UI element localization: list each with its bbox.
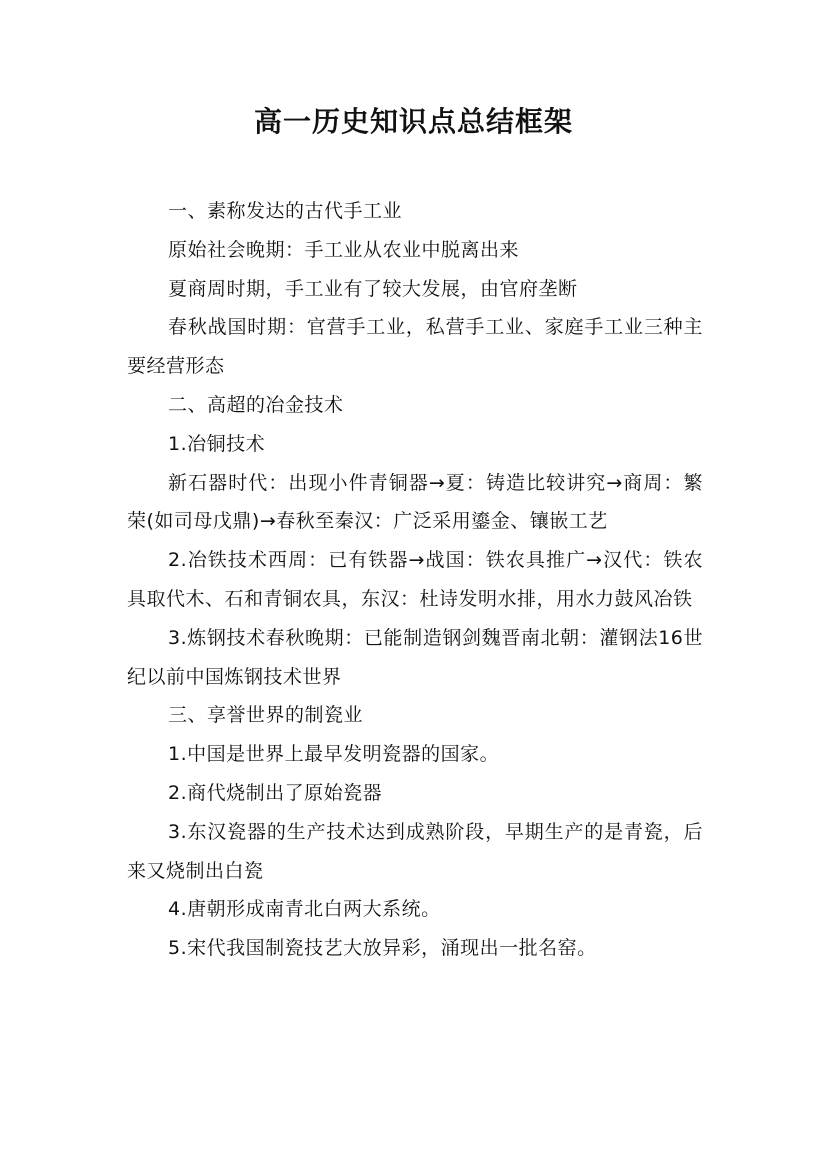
paragraph: 原始社会晚期：手工业从农业中脱离出来 — [168, 238, 520, 261]
document-body — [127, 192, 703, 968]
list-item: 4.唐朝形成南青北白两大系统。 — [168, 898, 441, 921]
document-title: 高一历史知识点总结框架 — [253, 105, 573, 138]
paragraph: 夏商周时期，手工业有了较大发展，由官府垄断 — [168, 277, 578, 300]
list-item: 5.宋代我国制瓷技艺大放异彩，涌现出一批名窑。 — [168, 937, 597, 960]
paragraph: 新石器时代：出现小件青铜器→夏：铸造比较讲究→商周：繁荣(如司母戊鼎)→春秋至秦汉：广泛采用鎏金、镶嵌工艺 — [127, 471, 703, 533]
list-item: 3.东汉瓷器的生产技术达到成熟阶段，早期生产的是青瓷，后来又烧制出白瓷 — [127, 820, 703, 882]
section-heading-handicraft: 一、素称发达的古代手工业 — [168, 200, 403, 222]
list-item: 1.中国是世界上最早发明瓷器的国家。 — [168, 743, 500, 766]
paragraph: 3.炼钢技术春秋晚期：已能制造钢剑魏晋南北朝：灌钢法16世纪以前中国炼钢技术世界 — [127, 626, 703, 688]
subheading-copper: 1.冶铜技术 — [168, 432, 266, 455]
section-heading-porcelain: 三、享誉世界的制瓷业 — [168, 704, 364, 727]
list-item: 2.商代烧制出了原始瓷器 — [168, 781, 383, 804]
paragraph: 春秋战国时期：官营手工业，私营手工业、家庭手工业三种主要经营形态 — [127, 316, 703, 378]
section-heading-metallurgy: 二、高超的冶金技术 — [168, 393, 344, 416]
paragraph: 2.冶铁技术西周：已有铁器→战国：铁农具推广→汉代：铁农具取代木、石和青铜农具，东汉：杜诗发明水排，用水力鼓风冶铁 — [127, 549, 703, 610]
